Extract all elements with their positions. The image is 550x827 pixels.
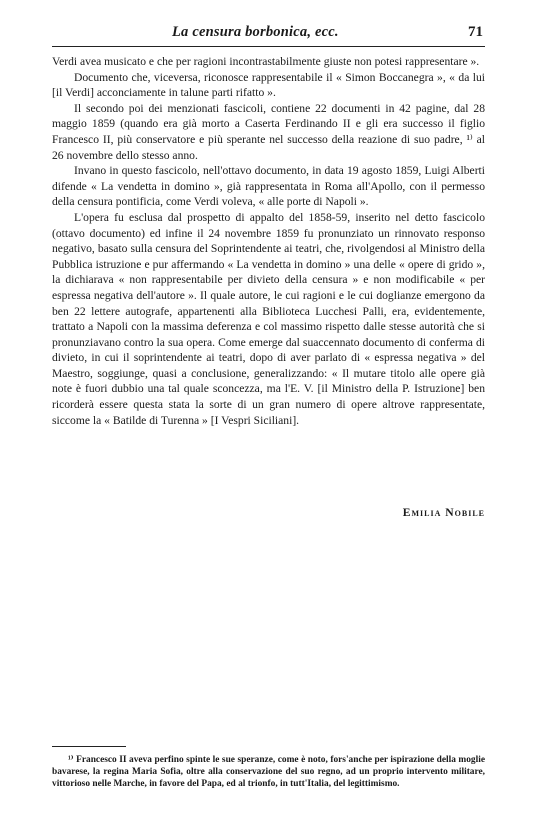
author-signature: Emilia Nobile [402, 506, 485, 519]
paragraph-3: Il secondo poi dei menzionati fascicoli, contiene 22 documenti in 42 pagine, dal 28 maggio 1859 (quando era già morto a Caserta Ferdinando II e gli era successo il figlio Francesco II, più conservatore e più sperante nel successo della reazione di suo padre, ¹⁾ al 26 novembre dello stesso anno. [52, 101, 485, 162]
page-number: 71 [468, 24, 483, 40]
running-title: La censura borbonica, ecc. [172, 24, 339, 40]
paragraph-1: Verdi avea musicato e che per ragioni incontrastabilmente giuste non potesi rappresentare ». [52, 55, 480, 68]
footnote [52, 754, 485, 791]
paragraph-2: Documento che, viceversa, riconosce rappresentabile il « Simon Boccanegra », « da lui [il Verdi] acconciamente in talune parti rifatto ». [52, 70, 485, 100]
paragraph-4: Invano in questo fascicolo, nell'ottavo documento, in data 19 agosto 1859, Luigi Alberti difende « La vendetta in domino », già rappresentata in Roma all'Apollo, con il permesso della censura pontificia, come Verdi voleva, « alle porte di Napoli ». [52, 164, 485, 209]
footnote-divider [52, 746, 126, 747]
body-text [52, 54, 485, 428]
paragraph-5: L'opera fu esclusa dal prospetto di appalto del 1858-59, inserito nel detto fascicolo (ottavo documento) ed infine il 24 novembre 1859 fu pronunziato un rinnovato responso negativo, basato sulla censura del Soprintendente ai teatri, che, rivolgendosi al Ministro della Pubblica istruzione e pur affermando « La vendetta in domino » una delle « opere di grido », la dichiarava « non rappresentabile per divieto della censura » e non modificabile « per espressa negativa dell'autore ». Il quale autore, le cui ragioni e le cui doglianze emergono da ben 22 lettere autografe, appartenenti alla Biblioteca Lucchesi Palli, era, evidentemente, trattato a Napoli con la massima deferenza e col massimo rispetto dalle stesse autorità che si pronunziavano contro la sua opera. Come emerge dal suaccennato documento di conferma di divieto, in cui il soprintendente ai teatri, dopo di aver parlato di « espressa negativa » del Maestro, soggiunge, quasi a conclusione, generalizzando: « Il mutare titolo alle opere già note è fuori dubbio una tal quale sconcezza, ma l'E. V. [il Ministro della P. Istruzione] ben ricorderà essere questa stata la sorte di un gran numero di opere altrove rappresentate, siccome la « Batilde di Turenna » [I Vespri Siciliani]. [52, 210, 485, 427]
footnote-text: ¹⁾ Francesco II aveva perfino spinte le sue speranze, come è noto, fors'anche per ispirazione della moglie bavarese, la regina Maria Sofia, oltre alla conservazione del suo regno, ad un proprio intervento militare, vittorioso nelle Marche, in favore del Papa, ed al trionfo, in tutt'Italia, del legittimismo. [52, 755, 485, 790]
running-header [52, 22, 485, 47]
